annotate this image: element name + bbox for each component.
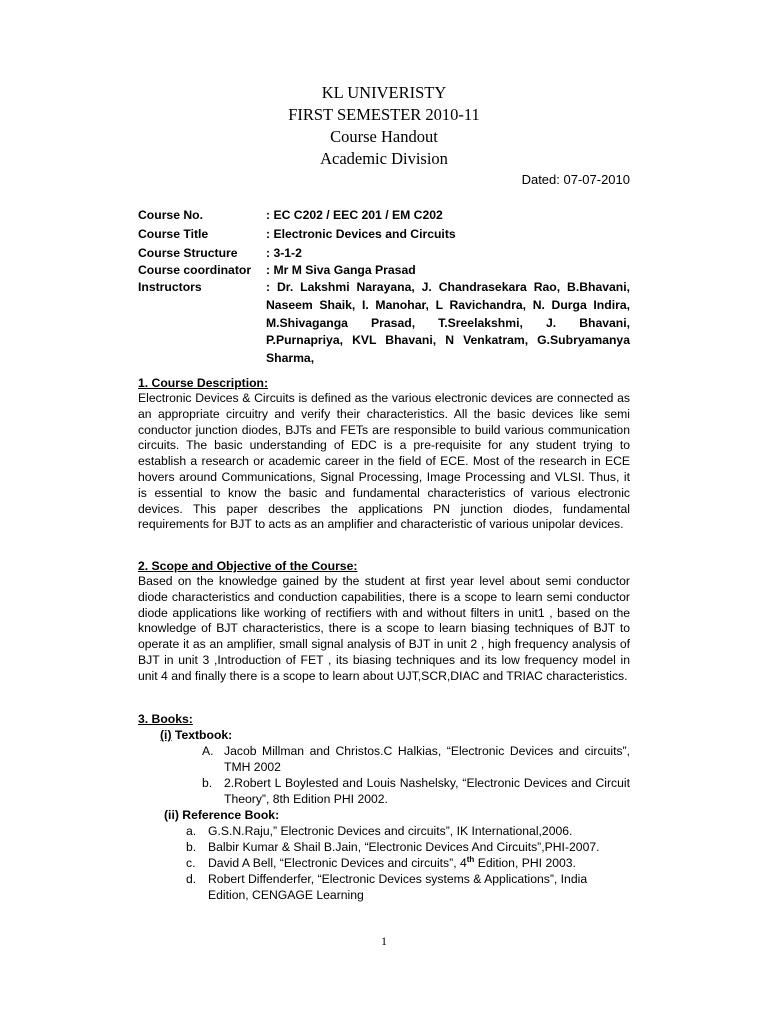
reference-item-label: d. <box>186 872 197 886</box>
textbook-item-label: b. <box>202 776 213 790</box>
list-item <box>186 855 630 871</box>
books-section <box>138 711 630 903</box>
course-description-title: 1. Course Description: <box>138 376 269 390</box>
course-title-row <box>138 226 630 243</box>
list-item <box>186 823 630 839</box>
reference-item-label: a. <box>186 824 197 838</box>
instructors-label: Instructors <box>138 280 202 294</box>
reference-list <box>186 823 630 903</box>
textbook-label: Textbook: <box>174 728 233 742</box>
university-name: KL UNIVERISTY <box>321 83 447 102</box>
course-coordinator-value: : Mr M Siva Ganga Prasad <box>266 263 416 277</box>
textbook-item-text: 2.Robert L Boylested and Louis Nashelsky, “Electronic Devices and Circuit Theory”, 8th Edition PHI 2002. <box>224 776 630 806</box>
scope-text: Based on the knowledge gained by the student at first year level about semi conductor diode characteristics and conduction capabilities, there is a scope to learn semi conductor diode applications like working of rectifiers with and without filters in unit1 , based on the knowledge of BJT characteristics, there is a scope to learn biasing techniques of BJT to operate it as an amplifier, small signal analysis of BJT in unit 2 , high frequency analysis of BJT in unit 3 ,Introduction of FET , its biasing techniques and its low frequency model in unit 4 and finally there is a scope to learn about UJT,SCR,DIAC and TRIAC characteristics. <box>138 574 630 683</box>
list-item <box>202 743 630 775</box>
course-title-label: Course Title <box>138 227 209 241</box>
scope-title: 2. Scope and Objective of the Course: <box>138 559 358 573</box>
course-no-value: : EC C202 / EEC 201 / EM C202 <box>266 208 443 222</box>
instructors-value: : Dr. Lakshmi Narayana, J. Chandrasekara Rao, B.Bhavani, Naseem Shaik, I. Manohar, L Ravichandra, N. Durga Indira, M.Shivaganga Prasad, T.Sreelakshmi, J. Bhavani, P.Purnapriya, KVL Bhavani, N Venkatram, G.Subryamanya Sharma, <box>266 280 630 366</box>
course-info-block <box>138 207 630 368</box>
reference-text-part: Edition, PHI 2003. <box>474 856 576 870</box>
course-coordinator-label: Course coordinator <box>138 263 252 277</box>
dated-line: Dated: 07-07-2010 <box>521 172 630 187</box>
scope-section <box>138 558 630 685</box>
textbook-heading <box>160 727 630 743</box>
course-coordinator-row <box>138 262 630 279</box>
textbook-item-text: Jacob Millman and Christos.C Halkias, “Electronic Devices and circuits”, TMH 2002 <box>224 744 630 774</box>
course-no-row <box>138 207 630 224</box>
course-title-value: : Electronic Devices and Circuits <box>266 227 456 241</box>
reference-item-label: c. <box>186 856 196 870</box>
course-no-label: Course No. <box>138 208 204 222</box>
list-item <box>186 871 630 903</box>
textbook-marker: (i) <box>160 728 172 742</box>
reference-item-text: G.S.N.Raju,” Electronic Devices and circuits”, IK International,2006. <box>208 824 573 838</box>
handout-line: Course Handout <box>330 127 438 146</box>
reference-item-label: b. <box>186 840 197 854</box>
list-item <box>186 839 630 855</box>
instructors-row <box>138 279 630 368</box>
reference-item-text: Balbir Kumar & Shail B.Jain, “Electronic Devices And Circuits”,PHI-2007. <box>208 840 600 854</box>
course-structure-label: Course Structure <box>138 246 238 260</box>
division-line: Academic Division <box>320 149 448 168</box>
superscript: th <box>466 854 475 864</box>
textbook-list <box>202 743 630 807</box>
reference-item-text <box>208 855 630 871</box>
reference-text-part: David A Bell, “Electronic Devices and circuits”, 4 <box>208 856 467 870</box>
books-title: 3. Books: <box>138 712 193 726</box>
semester-line: FIRST SEMESTER 2010-11 <box>288 105 480 124</box>
textbook-item-label: A. <box>202 744 214 758</box>
course-structure-row <box>138 245 630 262</box>
course-description-text: Electronic Devices & Circuits is defined as the various electronic devices are connected as an appropriate circuitry and verify their characteristics. All the basic devices like semi conductor junction diodes, BJTs and FETs are responsible to build various communication circuits. The basic understanding of EDC is a pre-requisite for any student trying to establish a research or academic career in the field of ECE. Most of the research in ECE hovers around Communications, Signal Processing, Image Processing and VLSI. Thus, it is essential to know the basic and fundamental characteristics of various electronic devices. This paper describes the applications PN junction diodes, fundamental requirements for BJT to acts as an amplifier and characteristic of various unipolar devices. <box>138 391 630 532</box>
reference-heading: (ii) Reference Book: <box>164 808 280 822</box>
course-structure-value: : 3-1-2 <box>266 246 302 260</box>
reference-item-text: Robert Diffenderfer, “Electronic Devices systems & Applications”, India Edition, CENGAGE Learning <box>208 872 588 902</box>
document-header <box>0 82 768 170</box>
course-description-section <box>138 375 630 533</box>
page-number: 1 <box>381 934 387 948</box>
list-item <box>202 775 630 807</box>
